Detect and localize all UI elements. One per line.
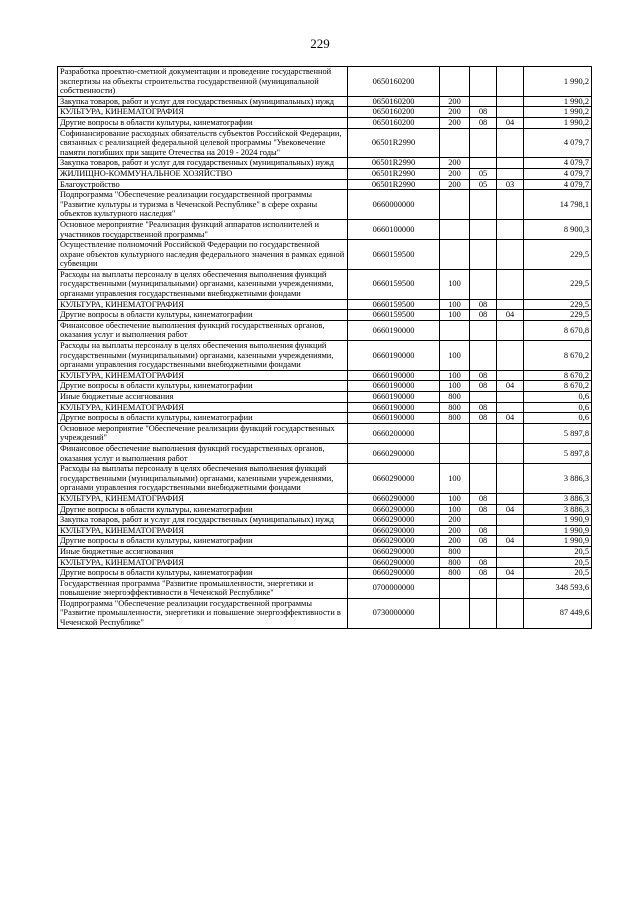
row-expense-type-cell: 100 (440, 493, 470, 504)
row-section-cell: 08 (470, 117, 497, 128)
row-section-cell (470, 515, 497, 526)
table-row (58, 240, 592, 270)
row-expense-type-cell (440, 240, 470, 270)
row-expense-type-cell (440, 219, 470, 239)
row-expense-type-cell: 200 (440, 117, 470, 128)
table-row (58, 443, 592, 463)
row-amount-cell: 1 990,2 (524, 107, 592, 118)
row-subsection-cell: 04 (497, 117, 524, 128)
row-target-code-cell: 0660190000 (348, 341, 440, 371)
table-row (58, 493, 592, 504)
row-target-code-cell: 0660190000 (348, 320, 440, 340)
row-target-code-cell: 06501R2990 (348, 128, 440, 158)
row-name-cell: Другие вопросы в области культуры, кинематографии (58, 504, 348, 515)
row-target-code-cell: 0660290000 (348, 515, 440, 526)
table-row (58, 598, 592, 628)
row-amount-cell: 229,5 (524, 310, 592, 321)
row-subsection-cell (497, 320, 524, 340)
row-section-cell (470, 67, 497, 97)
row-expense-type-cell: 800 (440, 568, 470, 579)
row-section-cell (470, 598, 497, 628)
row-amount-cell: 1 990,2 (524, 96, 592, 107)
row-subsection-cell (497, 423, 524, 443)
row-name-cell: КУЛЬТУРА, КИНЕМАТОГРАФИЯ (58, 299, 348, 310)
table-row (58, 370, 592, 381)
row-amount-cell: 14 798,1 (524, 190, 592, 220)
row-amount-cell: 0,6 (524, 413, 592, 424)
table-row (58, 464, 592, 494)
row-name-cell: Государственная программа "Развитие промышленности, энергетики и повышение энергоэффективности в Чеченской Республике" (58, 578, 348, 598)
row-amount-cell: 229,5 (524, 269, 592, 299)
row-subsection-cell (497, 96, 524, 107)
row-expense-type-cell: 200 (440, 96, 470, 107)
row-amount-cell: 8 900,3 (524, 219, 592, 239)
row-section-cell (470, 190, 497, 220)
row-section-cell (470, 320, 497, 340)
row-subsection-cell: 04 (497, 504, 524, 515)
row-target-code-cell: 0650160200 (348, 67, 440, 97)
row-subsection-cell (497, 464, 524, 494)
row-expense-type-cell: 200 (440, 179, 470, 190)
row-section-cell (470, 128, 497, 158)
row-target-code-cell: 06501R2990 (348, 179, 440, 190)
row-amount-cell: 1 990,9 (524, 525, 592, 536)
row-expense-type-cell (440, 190, 470, 220)
row-name-cell: ЖИЛИЩНО-КОММУНАЛЬНОЕ ХОЗЯЙСТВО (58, 168, 348, 179)
table-row (58, 179, 592, 190)
row-expense-type-cell: 800 (440, 392, 470, 403)
table-row (58, 557, 592, 568)
row-target-code-cell: 0660000000 (348, 190, 440, 220)
row-expense-type-cell (440, 598, 470, 628)
row-subsection-cell: 04 (497, 568, 524, 579)
row-section-cell: 08 (470, 299, 497, 310)
row-name-cell: Закупка товаров, работ и услуг для государственных (муниципальных) нужд (58, 96, 348, 107)
table-row (58, 536, 592, 547)
row-target-code-cell: 0660190000 (348, 370, 440, 381)
table-row (58, 546, 592, 557)
row-amount-cell: 8 670,2 (524, 381, 592, 392)
row-target-code-cell: 0650160200 (348, 117, 440, 128)
row-amount-cell: 0,6 (524, 402, 592, 413)
row-subsection-cell (497, 557, 524, 568)
row-expense-type-cell: 100 (440, 381, 470, 392)
row-expense-type-cell: 200 (440, 536, 470, 547)
row-target-code-cell: 0660200000 (348, 423, 440, 443)
table-row (58, 107, 592, 118)
row-section-cell (470, 392, 497, 403)
table-row (58, 219, 592, 239)
row-expense-type-cell: 200 (440, 168, 470, 179)
row-section-cell (470, 546, 497, 557)
row-expense-type-cell: 800 (440, 546, 470, 557)
row-section-cell: 08 (470, 402, 497, 413)
row-amount-cell: 4 079,7 (524, 158, 592, 169)
row-name-cell: Другие вопросы в области культуры, кинематографии (58, 117, 348, 128)
row-subsection-cell (497, 598, 524, 628)
row-subsection-cell (497, 299, 524, 310)
row-name-cell: Осуществление полномочий Российской Федерации по государственной охране объектов культурного наследия федерального значения в рамках единой субвенции (58, 240, 348, 270)
row-name-cell: Закупка товаров, работ и услуг для государственных (муниципальных) нужд (58, 158, 348, 169)
table-row (58, 117, 592, 128)
row-amount-cell: 1 990,9 (524, 536, 592, 547)
row-section-cell: 08 (470, 525, 497, 536)
row-section-cell (470, 269, 497, 299)
table-row (58, 504, 592, 515)
row-target-code-cell: 0660290000 (348, 464, 440, 494)
row-target-code-cell: 0660190000 (348, 413, 440, 424)
row-subsection-cell (497, 341, 524, 371)
row-subsection-cell (497, 190, 524, 220)
row-target-code-cell: 0730000000 (348, 598, 440, 628)
row-name-cell: Расходы на выплаты персоналу в целях обеспечения выполнения функций государственными (муниципальными) органами, казенными учреждениями, органами управления государственными внебюджетными фондами (58, 341, 348, 371)
row-subsection-cell: 04 (497, 413, 524, 424)
row-expense-type-cell (440, 320, 470, 340)
row-name-cell: КУЛЬТУРА, КИНЕМАТОГРАФИЯ (58, 525, 348, 536)
table-row (58, 578, 592, 598)
row-name-cell: Другие вопросы в области культуры, кинематографии (58, 568, 348, 579)
table-row (58, 381, 592, 392)
row-expense-type-cell: 200 (440, 158, 470, 169)
row-subsection-cell (497, 402, 524, 413)
row-subsection-cell (497, 168, 524, 179)
row-subsection-cell (497, 578, 524, 598)
row-name-cell: Разработка проектно-сметной документации и проведение государственной экспертизы на объекты строительства государственной (муниципальной собственности) (58, 67, 348, 97)
row-section-cell: 08 (470, 310, 497, 321)
row-expense-type-cell (440, 67, 470, 97)
row-name-cell: Расходы на выплаты персоналу в целях обеспечения выполнения функций государственными (муниципальными) органами, казенными учреждениями, органами управления государственными внебюджетными фондами (58, 269, 348, 299)
row-section-cell (470, 578, 497, 598)
row-subsection-cell (497, 515, 524, 526)
row-subsection-cell (497, 546, 524, 557)
row-section-cell (470, 96, 497, 107)
row-section-cell: 05 (470, 179, 497, 190)
row-target-code-cell: 0660290000 (348, 493, 440, 504)
row-expense-type-cell: 100 (440, 269, 470, 299)
row-subsection-cell (497, 493, 524, 504)
row-subsection-cell (497, 128, 524, 158)
row-name-cell: Другие вопросы в области культуры, кинематографии (58, 310, 348, 321)
table-row (58, 67, 592, 97)
row-name-cell: Закупка товаров, работ и услуг для государственных (муниципальных) нужд (58, 515, 348, 526)
row-subsection-cell (497, 107, 524, 118)
row-name-cell: Другие вопросы в области культуры, кинематографии (58, 536, 348, 547)
row-name-cell: Основное мероприятие "Обеспечение реализации функций государственных учреждений" (58, 423, 348, 443)
row-subsection-cell (497, 525, 524, 536)
row-subsection-cell (497, 370, 524, 381)
row-name-cell: Подпрограмма "Обеспечение реализации государственной программы "Развитие культуры и туризма в Чеченской Республике" в сфере охраны объектов культурного наследия" (58, 190, 348, 220)
table-row (58, 515, 592, 526)
row-expense-type-cell (440, 128, 470, 158)
row-subsection-cell: 04 (497, 536, 524, 547)
row-target-code-cell: 0660190000 (348, 381, 440, 392)
table-row (58, 190, 592, 220)
row-target-code-cell: 06501R2990 (348, 158, 440, 169)
table-row (58, 392, 592, 403)
row-section-cell: 05 (470, 168, 497, 179)
row-target-code-cell: 0660100000 (348, 219, 440, 239)
row-name-cell: КУЛЬТУРА, КИНЕМАТОГРАФИЯ (58, 493, 348, 504)
table-row (58, 320, 592, 340)
row-target-code-cell: 0700000000 (348, 578, 440, 598)
table-row (58, 568, 592, 579)
row-expense-type-cell: 200 (440, 525, 470, 536)
row-amount-cell: 3 886,3 (524, 464, 592, 494)
row-amount-cell: 5 897,8 (524, 443, 592, 463)
row-section-cell (470, 464, 497, 494)
row-target-code-cell: 0660190000 (348, 402, 440, 413)
row-name-cell: КУЛЬТУРА, КИНЕМАТОГРАФИЯ (58, 370, 348, 381)
row-name-cell: Иные бюджетные ассигнования (58, 546, 348, 557)
row-target-code-cell: 0660290000 (348, 536, 440, 547)
row-amount-cell: 348 593,6 (524, 578, 592, 598)
row-subsection-cell (497, 219, 524, 239)
row-name-cell: Иные бюджетные ассигнования (58, 392, 348, 403)
row-subsection-cell (497, 443, 524, 463)
row-target-code-cell: 0660190000 (348, 392, 440, 403)
row-name-cell: Основное мероприятие "Реализация функций аппаратов исполнителей и участников государственной программы" (58, 219, 348, 239)
row-amount-cell: 4 079,7 (524, 168, 592, 179)
table-row (58, 402, 592, 413)
row-section-cell (470, 341, 497, 371)
row-expense-type-cell: 100 (440, 299, 470, 310)
row-section-cell (470, 443, 497, 463)
table-row (58, 158, 592, 169)
row-target-code-cell: 0660290000 (348, 504, 440, 515)
row-expense-type-cell: 100 (440, 370, 470, 381)
row-expense-type-cell (440, 578, 470, 598)
row-expense-type-cell (440, 443, 470, 463)
row-amount-cell: 5 897,8 (524, 423, 592, 443)
row-subsection-cell: 04 (497, 310, 524, 321)
row-subsection-cell (497, 67, 524, 97)
row-name-cell: КУЛЬТУРА, КИНЕМАТОГРАФИЯ (58, 402, 348, 413)
row-section-cell: 08 (470, 504, 497, 515)
row-expense-type-cell: 200 (440, 515, 470, 526)
row-amount-cell: 8 670,2 (524, 370, 592, 381)
row-name-cell: Подпрограмма "Обеспечение реализации государственной программы "Развитие промышленности, энергетики и повышение энергоэффективности в Чеченской Республике" (58, 598, 348, 628)
row-amount-cell: 20,5 (524, 557, 592, 568)
row-expense-type-cell: 200 (440, 107, 470, 118)
row-section-cell: 08 (470, 493, 497, 504)
row-amount-cell: 4 079,7 (524, 179, 592, 190)
row-amount-cell: 1 990,9 (524, 515, 592, 526)
row-amount-cell: 8 670,2 (524, 341, 592, 371)
row-amount-cell: 0,6 (524, 392, 592, 403)
row-target-code-cell: 0660159500 (348, 240, 440, 270)
row-name-cell: Благоустройство (58, 179, 348, 190)
row-section-cell: 08 (470, 107, 497, 118)
row-target-code-cell: 0660290000 (348, 557, 440, 568)
row-expense-type-cell: 100 (440, 310, 470, 321)
row-amount-cell: 4 079,7 (524, 128, 592, 158)
table-row (58, 269, 592, 299)
table-row (58, 96, 592, 107)
row-section-cell (470, 423, 497, 443)
row-section-cell (470, 158, 497, 169)
row-name-cell: Другие вопросы в области культуры, кинематографии (58, 413, 348, 424)
row-section-cell: 08 (470, 568, 497, 579)
row-expense-type-cell: 800 (440, 557, 470, 568)
row-target-code-cell: 0660290000 (348, 525, 440, 536)
row-target-code-cell: 0650160200 (348, 96, 440, 107)
row-name-cell: Расходы на выплаты персоналу в целях обеспечения выполнения функций государственными (муниципальными) органами, казенными учреждениями, органами управления государственными внебюджетными фондами (58, 464, 348, 494)
row-subsection-cell (497, 158, 524, 169)
row-section-cell: 08 (470, 381, 497, 392)
row-section-cell (470, 219, 497, 239)
row-expense-type-cell: 100 (440, 341, 470, 371)
row-target-code-cell: 06501R2990 (348, 168, 440, 179)
row-section-cell (470, 240, 497, 270)
table-row (58, 299, 592, 310)
row-target-code-cell: 0650160200 (348, 107, 440, 118)
row-subsection-cell (497, 240, 524, 270)
row-amount-cell: 229,5 (524, 240, 592, 270)
row-target-code-cell: 0660159500 (348, 310, 440, 321)
row-amount-cell: 8 670,8 (524, 320, 592, 340)
row-subsection-cell: 03 (497, 179, 524, 190)
row-expense-type-cell: 100 (440, 464, 470, 494)
row-name-cell: Финансовое обеспечение выполнения функций государственных органов, оказания услуг и выполнения работ (58, 320, 348, 340)
row-amount-cell: 20,5 (524, 568, 592, 579)
row-target-code-cell: 0660290000 (348, 568, 440, 579)
row-amount-cell: 229,5 (524, 299, 592, 310)
table-row (58, 168, 592, 179)
row-section-cell: 08 (470, 413, 497, 424)
row-expense-type-cell: 800 (440, 413, 470, 424)
row-target-code-cell: 0660159500 (348, 299, 440, 310)
row-name-cell: Финансовое обеспечение выполнения функций государственных органов, оказания услуг и выполнения работ (58, 443, 348, 463)
row-target-code-cell: 0660159500 (348, 269, 440, 299)
row-name-cell: Другие вопросы в области культуры, кинематографии (58, 381, 348, 392)
budget-table-body (58, 67, 592, 629)
row-subsection-cell (497, 392, 524, 403)
table-row (58, 525, 592, 536)
row-expense-type-cell (440, 423, 470, 443)
row-expense-type-cell: 100 (440, 504, 470, 515)
row-amount-cell: 1 990,2 (524, 67, 592, 97)
row-subsection-cell (497, 269, 524, 299)
row-subsection-cell: 04 (497, 381, 524, 392)
row-section-cell: 08 (470, 536, 497, 547)
row-amount-cell: 20,5 (524, 546, 592, 557)
row-amount-cell: 87 449,6 (524, 598, 592, 628)
row-section-cell: 08 (470, 370, 497, 381)
row-target-code-cell: 0660290000 (348, 546, 440, 557)
row-amount-cell: 1 990,2 (524, 117, 592, 128)
page-number: 229 (310, 36, 330, 51)
table-row (58, 128, 592, 158)
table-row (58, 310, 592, 321)
row-name-cell: КУЛЬТУРА, КИНЕМАТОГРАФИЯ (58, 107, 348, 118)
row-expense-type-cell: 800 (440, 402, 470, 413)
row-name-cell: КУЛЬТУРА, КИНЕМАТОГРАФИЯ (58, 557, 348, 568)
table-row (58, 413, 592, 424)
table-row (58, 423, 592, 443)
row-name-cell: Софинансирование расходных обязательств субъектов Российской Федерации, связанных с реализацией федеральной целевой программы "Увековечение памяти погибших при защите Отечества на 2019 - 2024 годы" (58, 128, 348, 158)
row-amount-cell: 3 886,3 (524, 493, 592, 504)
table-row (58, 341, 592, 371)
row-target-code-cell: 0660290000 (348, 443, 440, 463)
row-amount-cell: 3 886,3 (524, 504, 592, 515)
budget-table (57, 66, 592, 629)
row-section-cell: 08 (470, 557, 497, 568)
